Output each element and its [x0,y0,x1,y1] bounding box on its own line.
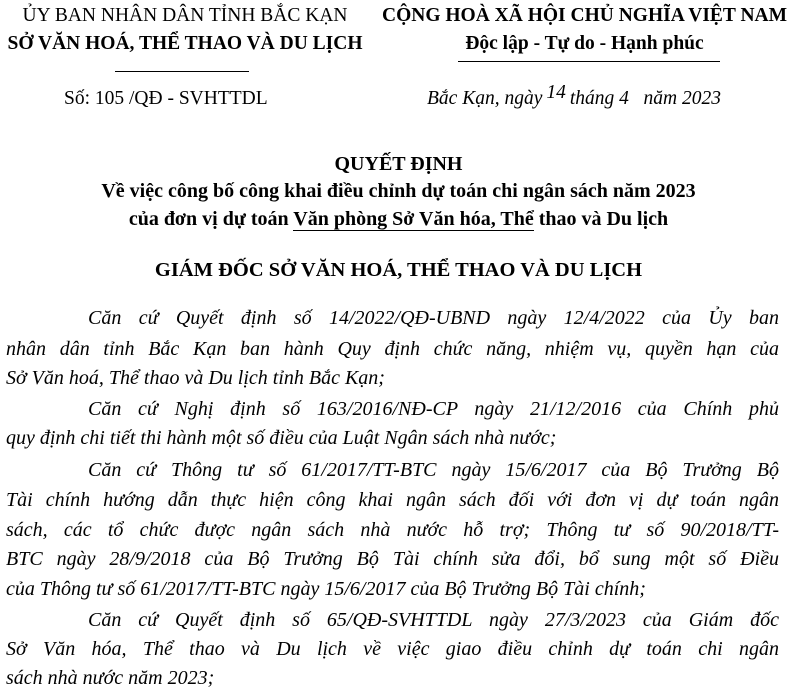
date-day: 14 [546,82,566,103]
national-title: CỘNG HOÀ XÃ HỘI CHỦ NGHĨA VIỆT NAM [381,5,788,26]
paragraph-line: BTC ngày 28/9/2018 của Bộ Trưởng Bộ Tài chính sửa đổi, bổ sung một số Điều [6,548,779,570]
paragraph-line: nhân dân tỉnh Bắc Kạn ban hành Quy định chức năng, nhiệm vụ, quyền hạn của [6,338,779,360]
paragraph-line: Tài chính hướng dẫn thực hiện công khai ngân sách đối với đơn vị dự toán ngân [6,489,779,511]
subject-unit-office: Văn phòng Sở Văn hóa, Thể [293,208,534,230]
paragraph-line: của Thông tư số 61/2017/TT-BTC ngày 15/6/2017 của Bộ Trưởng Bộ Tài chính; [6,578,646,600]
place-date [427,82,721,110]
paragraph-line: Căn cứ Quyết định số 14/2022/QĐ-UBND ngày 12/4/2022 của Ủy ban [88,307,779,329]
paragraph-line: sách, các tổ chức được ngân sách nhà nước hỗ trợ; Thông tư số 90/2018/TT- [6,519,779,541]
director-heading: GIÁM ĐỐC SỞ VĂN HOÁ, THỂ THAO VÀ DU LỊCH [154,259,643,281]
national-motto: Độc lập - Tự do - Hạnh phúc [465,33,704,54]
paragraph-line: Sở Văn hoá, Thể thao và Du lịch tỉnh Bắc Kạn; [6,367,385,389]
document-subject: Về việc công bố công khai điều chỉnh dự toán chi ngân sách năm 2023 [101,180,696,202]
paragraph-line: Căn cứ Quyết định số 65/QĐ-SVHTTDL ngày 27/3/2023 của Giám đốc [88,609,779,631]
document-title: QUYẾT ĐỊNH [334,153,463,175]
subject-unit-prefix: của đơn vị dự toán [128,208,294,230]
document-number: Số: 105 /QĐ - SVHTTDL [64,88,268,109]
department-name: SỞ VĂN HOÁ, THỂ THAO VÀ DU LỊCH [7,33,363,54]
place-prefix: Bắc Kạn, ngày [427,88,543,109]
motto-divider [458,61,720,62]
document-subject-unit [0,208,797,231]
subject-unit-suffix: thao và Du lịch [533,208,669,230]
department-divider [115,71,249,72]
date-year: năm 2023 [643,88,721,109]
paragraph-line: sách nhà nước năm 2023; [6,667,215,689]
agency-name: ỦY BAN NHÂN DÂN TỈNH BẮC KẠN [22,5,348,26]
paragraph-line: Căn cứ Thông tư số 61/2017/TT-BTC ngày 15/6/2017 của Bộ Trưởng Bộ [88,459,779,481]
date-month: tháng 4 [569,88,629,109]
paragraph-line: Căn cứ Nghị định số 163/2016/NĐ-CP ngày 21/12/2016 của Chính phủ [88,398,779,420]
paragraph-line: Sở Văn hóa, Thể thao và Du lịch về việc giao điều chỉnh dự toán chi ngân [6,638,779,660]
paragraph-line: quy định chi tiết thi hành một số điều của Luật Ngân sách nhà nước; [6,427,557,449]
